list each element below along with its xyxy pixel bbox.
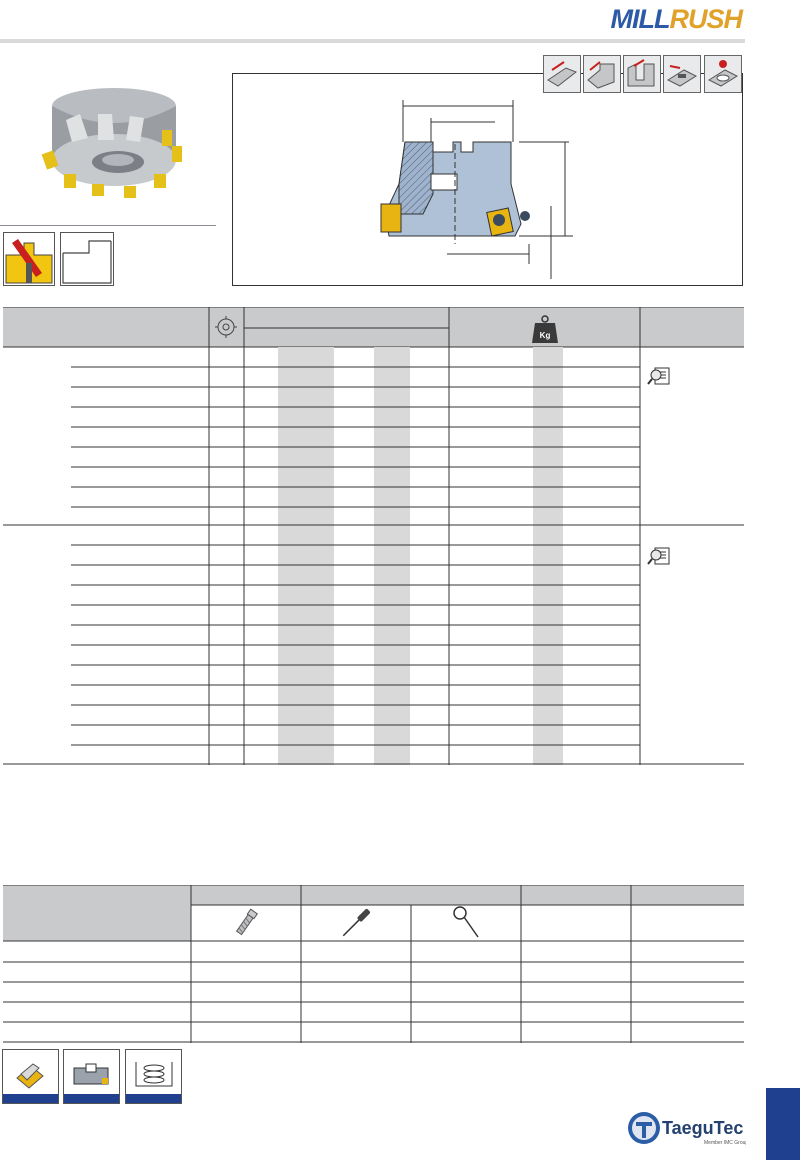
taegutec-logo xyxy=(626,1104,746,1150)
insert-reference-button[interactable] xyxy=(2,1049,59,1104)
helical-op-icon xyxy=(704,55,742,93)
millrush-logo: MILLRUSH xyxy=(610,4,742,34)
section-divider xyxy=(0,225,216,226)
magnifier-document-icon xyxy=(648,548,669,564)
helical-reference-button[interactable] xyxy=(125,1049,182,1104)
ramping-application-icon xyxy=(3,232,55,286)
section-tab[interactable] xyxy=(766,1088,800,1160)
slot-op-icon xyxy=(623,55,661,93)
cutter-reference-button[interactable] xyxy=(63,1049,120,1104)
svg-text:TaeguTec: TaeguTec xyxy=(662,1118,744,1138)
magnifier-document-icon xyxy=(648,368,669,384)
technical-drawing xyxy=(232,73,743,286)
svg-text:Kg: Kg xyxy=(539,331,551,340)
shoulder-op-icon xyxy=(583,55,621,93)
cutter-photo xyxy=(36,80,186,210)
spare-parts-table xyxy=(3,885,744,1043)
shoulder-profile-icon xyxy=(60,232,114,286)
header-divider xyxy=(0,39,745,43)
pocket-op-icon xyxy=(663,55,701,93)
cutter-spec-table xyxy=(3,307,744,765)
face-milling-op-icon xyxy=(543,55,581,93)
svg-text:Member IMC Group: Member IMC Group xyxy=(704,1140,746,1146)
